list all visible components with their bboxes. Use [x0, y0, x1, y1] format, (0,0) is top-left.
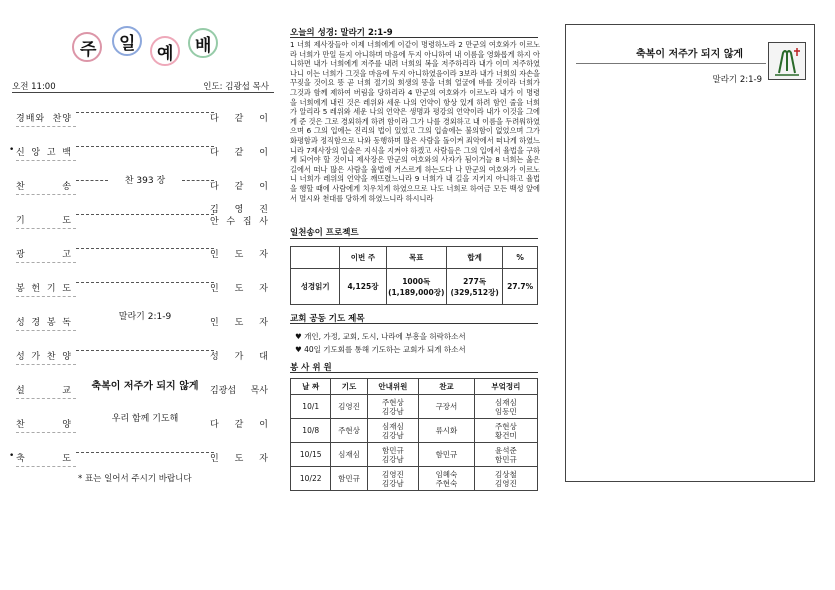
worship-order-item	[9, 138, 274, 172]
divider	[16, 160, 76, 161]
table-cell: 10/8	[291, 419, 331, 443]
total-pages: (329,512장)	[450, 287, 499, 297]
leader-dots	[76, 146, 214, 147]
divider	[16, 364, 76, 365]
order-item-person: 김광섭 목사	[210, 386, 268, 396]
goal-value: 1000독	[402, 276, 431, 286]
divider	[16, 262, 76, 263]
worship-order-item	[12, 240, 274, 274]
order-item-name: 경배와 찬양	[16, 114, 72, 124]
divider	[16, 398, 76, 399]
cell-line: 주현상	[494, 421, 517, 431]
worship-order-item	[12, 206, 274, 240]
table-header-row	[291, 247, 538, 269]
order-item-person: 다 같 이	[210, 148, 268, 158]
order-item-name: 찬 송	[16, 182, 72, 192]
leader-dots	[76, 282, 214, 283]
order-item-detail: 우리 함께 기도해	[111, 414, 179, 424]
total-value: 277독	[463, 276, 487, 286]
table-cell: 10/15	[291, 443, 331, 467]
divider	[12, 92, 274, 93]
order-item-name: 찬 양	[16, 420, 72, 430]
order-item-name: 기 도	[16, 216, 72, 226]
order-item-name: 봉 헌 기 도	[16, 284, 72, 294]
leader-dots	[76, 180, 108, 181]
table-header: 날 짜	[291, 379, 331, 395]
table-cell: 성경읽기	[291, 269, 340, 305]
table-header-row	[291, 379, 538, 395]
table-cell	[386, 269, 446, 305]
goal-pages: (1,189,000장)	[388, 287, 445, 297]
prayer-item-text: 개인, 가정, 교회, 도시, 나라에 부흥을 허락하소서	[304, 332, 466, 341]
leader-dots	[76, 452, 214, 453]
table-cell	[419, 467, 475, 491]
table-cell: 함민규	[419, 443, 475, 467]
worship-order-item	[12, 410, 274, 444]
cell-line: 임혜숙	[435, 469, 458, 479]
table-row	[291, 419, 538, 443]
table-row	[291, 443, 538, 467]
service-table	[290, 378, 538, 491]
divider	[290, 372, 538, 373]
table-row	[291, 269, 538, 305]
table-cell	[474, 419, 537, 443]
table-cell	[367, 419, 419, 443]
divider	[290, 238, 538, 239]
order-item-detail: 찬 393 장	[124, 176, 166, 186]
table-row	[291, 395, 538, 419]
table-header: %	[503, 247, 538, 269]
table-cell: 김영진	[331, 395, 367, 419]
table-cell: 심재심	[331, 443, 367, 467]
order-item-name: 신 앙 고 백	[16, 148, 72, 158]
worship-order-item	[12, 274, 274, 308]
sermon-title: 축복이 저주가 되지 않게	[636, 49, 744, 60]
table-cell: 10/1	[291, 395, 331, 419]
bible-reading-heading: 일천송이 프로젝트	[290, 228, 359, 238]
cell-line: 김영진	[494, 478, 517, 488]
cell-line: 주현상	[382, 397, 404, 407]
order-item-name: 성 경 봉 독	[16, 318, 72, 328]
table-cell	[367, 443, 419, 467]
order-item-name: 광 고	[16, 250, 72, 260]
title-char-2: 일	[119, 34, 136, 54]
order-item-person	[210, 204, 268, 228]
order-item-name: 성 가 찬 양	[16, 352, 72, 362]
order-item-person: 다 같 이	[210, 114, 268, 124]
table-cell: 함민규	[331, 467, 367, 491]
order-item-detail: 말라기 2:1-9	[118, 312, 172, 322]
cell-line: 김강남	[382, 430, 404, 440]
scripture-heading: 오늘의 성경: 말라기 2:1-9	[290, 28, 393, 38]
worship-order-item	[12, 172, 274, 206]
person-role: 안 수 집 사	[210, 217, 268, 227]
standing-note: * 표는 일어서 주시기 바랍니다	[78, 474, 192, 484]
prayer-heading: 교회 공동 기도 제목	[290, 314, 365, 324]
table-header: 합계	[446, 247, 502, 269]
cell-line: 김상철	[494, 469, 517, 479]
bible-reading-table	[290, 246, 538, 305]
cell-line: 함민규	[382, 445, 404, 455]
divider	[16, 432, 76, 433]
order-item-person: 인 도 자	[210, 454, 268, 464]
cell-line: 심재심	[382, 421, 404, 431]
leader-dots	[76, 214, 214, 215]
cell-line: 임동민	[494, 406, 517, 416]
praying-hands-icon	[768, 42, 806, 80]
divider	[16, 330, 76, 331]
service-heading: 봉 사 위 원	[290, 363, 332, 373]
cell-line: 김강남	[382, 478, 404, 488]
table-cell	[367, 395, 419, 419]
cell-line: 김강남	[382, 406, 404, 416]
scripture-text: 1 너희 제사장들아 이제 너희에게 이같이 명령하노라 2 만군의 여호와가 이르노라 너희가 만일 듣지 아니하며 마음에 두지 아니하여 내 이름을 영화롭게 하지 아니하면 내가 너희에게 저주를 내려 너희의 복을 저주하리라 내가 이미 저주하였나니 이는 너희가 그것을 마음에 두지 아니하였음이라 3보라 내가 너희의 자손을 꾸짖을 것이요 똥 곧 너희 절기의 희생의 똥을 너희 얼굴에 바를 것이라 너희가 그것과 함께 제하여 버림을 당하리라 4 만군의 여호와가 이르노라 내가 이 명령을 너희에게 내린 것은 레위와 세운 나의 언약이 항상 있게 하려 함인 줄을 너희가 알리라 5 레위와 세운 나의 언약은 생명과 평강의 언약이라 내가 이것을 그에게 준 것은 그로 경외하게 하려 함이라 그가 나를 경외하고 내 이름을 두려워하였으며 6 그의 입에는 진리의 법이 있었고 그의 입술에는 불의함이 없었으며 그가 화평함과 정직함으로 나와 동행하며 많은 사람을 돌이켜 죄악에서 떠나게 하였느니라 7제사장의 입술은 지식을 지켜야 하겠고 사람들은 그의 입에서 율법을 구하게 되어야 할 것이니 제사장은 만군의 여호와의 사자가 됨이거늘 8 너희는 옳은 길에서 떠나 많은 사람을 율법에 거스르게 하는도다 나 만군의 여호와가 이르노니 너희가 레위의 언약을 깨뜨렸느니라 9 너희가 내 길을 지키지 아니하고 율법을 행할 때에 사람에게 치우치게 하였으므로 나도 너희로 하여금 모든 백성 앞에서 멸시와 천대를 당하게 하였느니라 하시니라	[290, 40, 540, 203]
sermon-reference: 말라기 2:1-9	[712, 75, 762, 85]
table-header: 찬교	[419, 379, 475, 395]
table-cell: 류시화	[419, 419, 475, 443]
divider	[16, 466, 76, 467]
list-item	[295, 343, 466, 356]
table-cell	[474, 467, 537, 491]
divider	[16, 228, 76, 229]
service-time: 오전 11:00	[12, 82, 56, 92]
table-row	[291, 467, 538, 491]
cell-line: 윤석준	[494, 445, 517, 455]
person-name: 김 영 진	[210, 205, 268, 215]
table-header: 안내위원	[367, 379, 419, 395]
divider	[290, 323, 538, 324]
standing-marker: •	[9, 451, 15, 461]
cell-line: 주현숙	[435, 478, 458, 488]
divider	[16, 126, 76, 127]
order-item-person: 인 도 자	[210, 250, 268, 260]
table-cell: 구장서	[419, 395, 475, 419]
table-header: 기도	[331, 379, 367, 395]
worship-order-item	[12, 342, 274, 376]
table-cell: 주현상	[331, 419, 367, 443]
list-item	[295, 330, 466, 343]
order-item-detail: 축복이 저주가 되지 않게	[91, 381, 199, 392]
sermon-card	[565, 24, 815, 482]
table-header: 부엌정리	[474, 379, 537, 395]
order-item-person: 인 도 자	[210, 284, 268, 294]
title-char-1: 주	[80, 40, 97, 60]
table-cell	[474, 395, 537, 419]
table-cell: 27.7%	[503, 269, 538, 305]
table-header: 이번 주	[340, 247, 386, 269]
divider	[290, 37, 538, 38]
heart-icon: ♥	[295, 345, 302, 354]
order-item-person: 성 가 대	[210, 352, 268, 362]
worship-order-item	[12, 308, 274, 342]
worship-order-item	[12, 376, 274, 410]
service-leader: 인도: 김광섭 목사	[203, 82, 269, 92]
title-char-3: 예	[157, 44, 174, 64]
order-item-name: 설 교	[16, 386, 72, 396]
cell-line: 황건미	[494, 430, 517, 440]
leader-dots	[76, 350, 214, 351]
title-char-4: 배	[195, 36, 212, 56]
cell-line: 함민규	[494, 454, 517, 464]
order-item-person: 다 같 이	[210, 182, 268, 192]
table-cell: 4,125장	[340, 269, 386, 305]
table-cell	[446, 269, 502, 305]
cell-line: 김강남	[382, 454, 404, 464]
worship-title	[70, 30, 240, 66]
table-header	[291, 247, 340, 269]
leader-dots	[76, 248, 214, 249]
divider	[16, 296, 76, 297]
leader-dots	[76, 112, 214, 113]
divider	[16, 194, 76, 195]
table-cell	[367, 467, 419, 491]
cell-line: 김영진	[382, 469, 404, 479]
table-header: 목표	[386, 247, 446, 269]
standing-marker: •	[9, 145, 15, 155]
order-item-person: 인 도 자	[210, 318, 268, 328]
order-item-name: 축 도	[16, 454, 72, 464]
prayer-item-text: 40일 기도회를 통해 기도하는 교회가 되게 하소서	[304, 345, 466, 354]
heart-icon: ♥	[295, 332, 302, 341]
worship-order-item	[12, 104, 274, 138]
table-cell: 10/22	[291, 467, 331, 491]
prayer-list	[295, 330, 466, 356]
divider	[576, 63, 766, 64]
table-cell	[474, 443, 537, 467]
cell-line: 심재심	[494, 397, 517, 407]
order-item-person: 다 같 이	[210, 420, 268, 430]
